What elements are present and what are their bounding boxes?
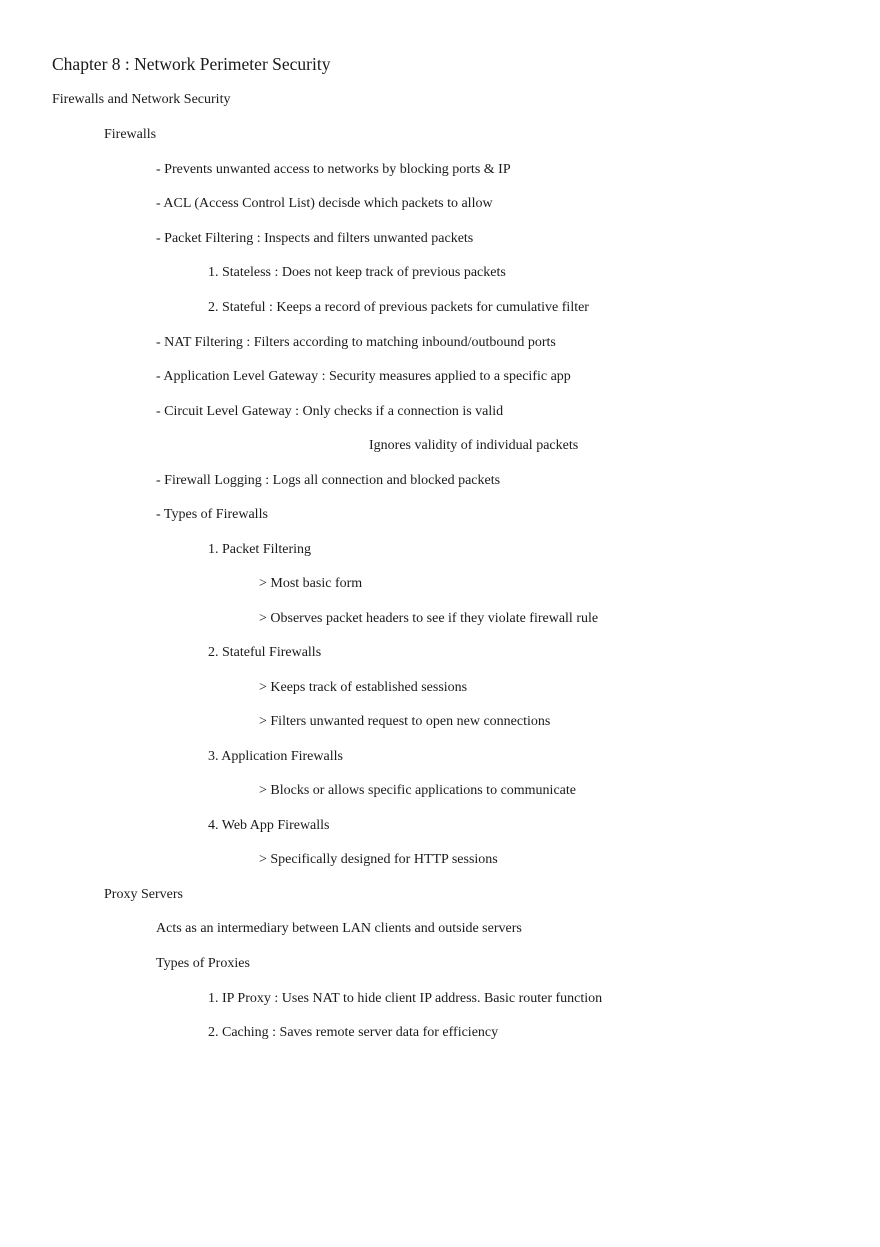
packet-filtering-type: 2. Stateful : Keeps a record of previous packets for cumulative filter	[208, 300, 589, 315]
firewall-type-detail: > Blocks or allows specific applications to communicate	[259, 783, 576, 798]
firewall-logging: - Firewall Logging : Logs all connection and blocked packets	[156, 473, 501, 488]
firewall-type-name: 3. Application Firewalls	[208, 749, 343, 764]
page-title: Chapter 8 : Network Perimeter Security	[52, 54, 331, 74]
proxy-description: Acts as an intermediary between LAN clients and outside servers	[156, 921, 522, 936]
firewall-point: - Application Level Gateway : Security measures applied to a specific app	[156, 369, 571, 384]
firewall-type-name: 2. Stateful Firewalls	[208, 645, 322, 660]
firewall-type-detail: > Observes packet headers to see if they violate firewall rule	[259, 611, 599, 626]
firewall-type-name: 1. Packet Filtering	[208, 542, 312, 557]
circuit-gateway-note: Ignores validity of individual packets	[369, 438, 579, 453]
firewall-types-heading: - Types of Firewalls	[156, 507, 268, 522]
firewall-type-detail: > Most basic form	[259, 576, 363, 591]
firewall-point: - Circuit Level Gateway : Only checks if a connection is valid	[156, 404, 504, 419]
firewall-point: - Packet Filtering : Inspects and filters unwanted packets	[156, 231, 474, 246]
proxy-servers-heading: Proxy Servers	[104, 887, 183, 902]
proxy-type: 1. IP Proxy : Uses NAT to hide client IP address. Basic router function	[208, 991, 603, 1006]
firewall-point: - NAT Filtering : Filters according to matching inbound/outbound ports	[156, 335, 556, 350]
firewall-point: - Prevents unwanted access to networks by blocking ports & IP	[156, 162, 511, 177]
packet-filtering-type: 1. Stateless : Does not keep track of previous packets	[208, 265, 506, 280]
firewall-type-name: 4. Web App Firewalls	[208, 818, 330, 833]
firewall-type-detail: > Keeps track of established sessions	[259, 680, 468, 695]
section-heading: Firewalls and Network Security	[52, 92, 231, 107]
proxy-types-heading: Types of Proxies	[156, 956, 250, 971]
proxy-type: 2. Caching : Saves remote server data for efficiency	[208, 1025, 499, 1040]
firewall-type-detail: > Specifically designed for HTTP sessions	[259, 852, 498, 867]
firewalls-heading: Firewalls	[104, 127, 157, 142]
firewall-type-detail: > Filters unwanted request to open new connections	[259, 714, 551, 729]
firewall-point: - ACL (Access Control List) decisde which packets to allow	[156, 196, 493, 211]
